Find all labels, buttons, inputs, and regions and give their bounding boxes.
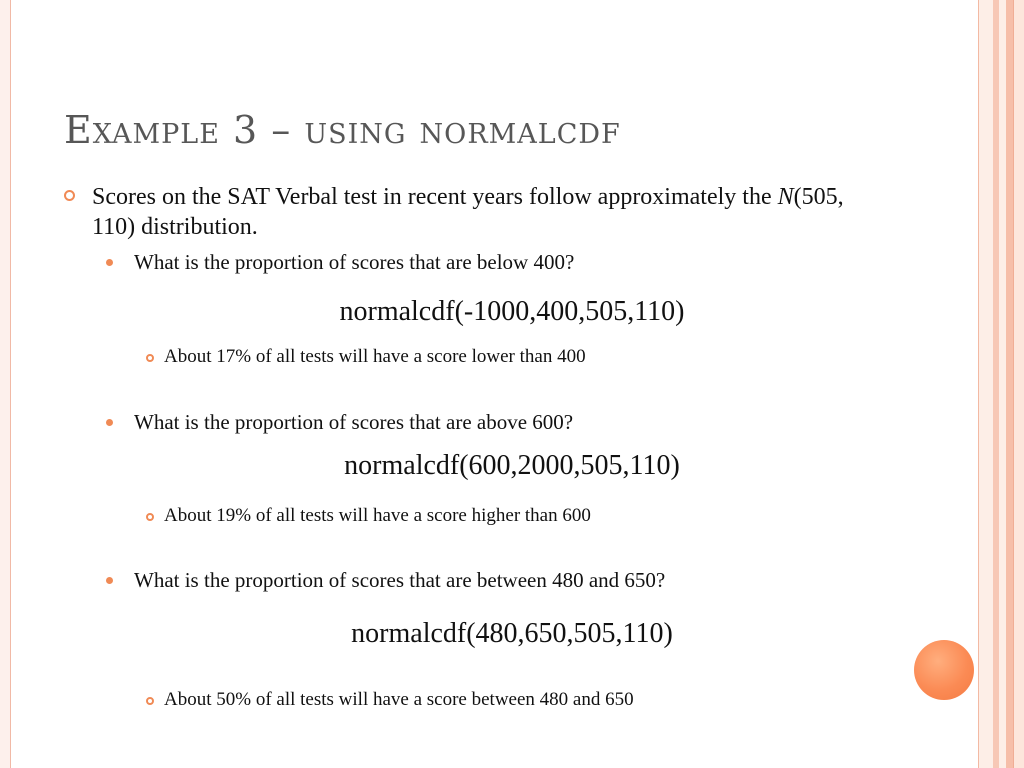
intro-text [92,182,882,242]
left-border [0,0,11,768]
stripe [1013,0,1024,768]
formula-1: normalcdf(-1000,400,505,110) [339,296,685,327]
question-3: What is the proportion of scores that are between 480 and 650? [134,568,666,592]
stripe [1006,0,1013,768]
decorative-stripes [978,0,1024,768]
formula-2: normalcdf(600,2000,505,110) [344,450,680,481]
bullet-icon [64,190,75,201]
stripe [978,0,993,768]
intro-after: (505, 110) distribution. [92,184,844,240]
bullet-icon [106,419,113,426]
bullet-icon [106,259,113,266]
bullet-icon [146,354,154,362]
answer-2: About 19% of all tests will have a score higher than 600 [164,505,591,526]
bullet-icon [106,577,113,584]
intro-before: Scores on the SAT Verbal test in recent years follow approximately the [92,184,778,210]
answer-3: About 50% of all tests will have a score between 480 and 650 [164,689,634,710]
answer-1: About 17% of all tests will have a score lower than 400 [164,346,586,367]
stripe [999,0,1006,768]
slide-title: Example 3 – using normalcdf [64,108,621,152]
intro-dist-letter: N [777,184,794,210]
question-1: What is the proportion of scores that are below 400? [134,250,575,274]
bullet-icon [146,513,154,521]
bullet-icon [146,697,154,705]
question-2: What is the proportion of scores that are above 600? [134,410,574,434]
formula-3: normalcdf(480,650,505,110) [351,618,673,649]
